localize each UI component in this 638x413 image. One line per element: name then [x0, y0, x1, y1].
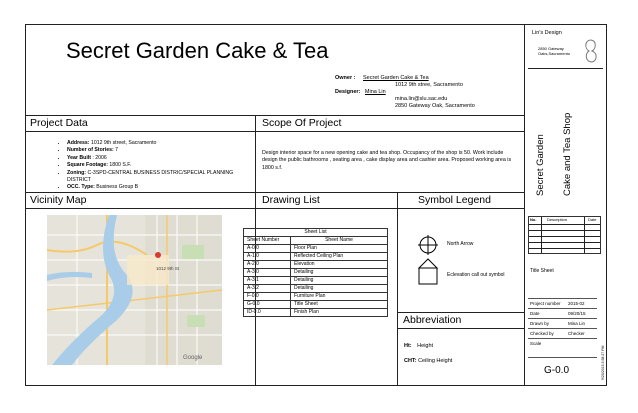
title-block	[524, 24, 607, 386]
abbreviation-heading: Abbreviation	[403, 314, 462, 326]
owner-label: Owner :	[335, 75, 356, 81]
designer-name: Mina Lin	[364, 89, 386, 95]
designer-email: mina.lin@slu.sac.edu	[395, 96, 448, 102]
section-header-divider-2	[25, 208, 524, 209]
drawing-list-heading: Drawing List	[262, 194, 320, 206]
north-arrow-icon	[417, 234, 439, 256]
project-data-item: • OCC. Type: Business Group B	[67, 184, 257, 191]
field-row: Date 09/20/15	[528, 308, 597, 318]
field-row: Project number 2015-02	[528, 298, 597, 308]
print-timestamp: 9/20/2015 3:58:27 PM	[601, 345, 605, 380]
abbreviation-top-line	[397, 312, 524, 313]
field-row: Checked by Checker	[528, 328, 597, 338]
table-row: A-3.2 Detailing	[244, 285, 388, 293]
abbreviation-list	[404, 339, 452, 369]
table-row: ID-0.0 Finish Plan	[244, 309, 388, 317]
location-pin-icon	[155, 252, 161, 258]
firm-logo-icon	[582, 38, 600, 64]
project-data-item: • Square Footage: 1800 S.F.	[67, 162, 257, 169]
elevation-callout-icon	[417, 258, 439, 286]
elevation-callout-label: Eclevation call out symbol	[447, 272, 505, 278]
table-row: A-1.0 Reflected Ceiling Plan	[244, 253, 388, 261]
sheet-title: Title Sheet	[530, 268, 554, 274]
sheet-list-title: Sheet List	[244, 229, 388, 237]
column-divider-2	[397, 192, 398, 386]
revision-table	[528, 216, 601, 254]
designer-address: 2850 Gateway Oak, Sacramento	[395, 103, 475, 109]
revision-no-header: No.	[530, 217, 537, 222]
sheet-number: G-0.0	[544, 365, 570, 376]
table-row: G-0.0 Title Sheet	[244, 301, 388, 309]
abbreviation-item: Ht: Height	[404, 343, 434, 349]
table-row: A-3.0 Detailing	[244, 269, 388, 277]
abbreviation-header-line	[397, 328, 524, 329]
section-divider-2	[25, 192, 524, 193]
firm-divider	[528, 68, 603, 69]
sheet-number-header: Sheet Number	[244, 237, 291, 245]
title-block-fields	[528, 298, 599, 358]
table-row: A-2.0 Elevation	[244, 261, 388, 269]
symbol-legend-heading: Symbol Legend	[418, 194, 491, 206]
project-name-line1: Secret Garden	[535, 134, 546, 196]
sheet-list	[243, 228, 388, 317]
map-graphic	[47, 215, 222, 365]
project-data-item: • Number of Stories: 7	[67, 147, 257, 154]
project-data-item: • Zoning: C-3SPD-CENTRAL BUSINESS DISTRIC/SPECIAL PLANNING DISTRICT	[67, 170, 257, 185]
project-data-heading: Project Data	[30, 117, 88, 129]
north-arrow-label: North Arrow	[447, 241, 474, 247]
sheet-list-table	[243, 228, 388, 317]
scope-text: Design interior space for a new opening cake and tea shop. Occupancy of the shop is 50. Work include design the public bathrooms , seating area , cake display area and cashier area. Proposed working area is 1800 s.f.	[262, 150, 512, 171]
google-logo: Google	[183, 355, 203, 361]
field-row: Drawn by Mina Lin	[528, 318, 597, 328]
abbreviation-item: CHT: Ceiling Height	[404, 358, 453, 364]
sheet-name-header: Sheet Name	[291, 237, 388, 245]
firm-address: 2850 Gateway Oaks,Sacramento	[538, 46, 571, 56]
project-name-line2: Cake and Tea Shop	[562, 112, 573, 196]
scale-row: Scale	[528, 338, 597, 358]
owner-name: Secret Garden Cake & Tea	[363, 75, 429, 81]
owner-address: 1012 9th stree, Sacramento	[395, 82, 463, 88]
project-title: Secret Garden Cake & Tea	[66, 38, 329, 63]
vicinity-heading: Vicinity Map	[30, 194, 87, 206]
revision-date-header: Date	[588, 217, 597, 222]
owner-block	[335, 75, 525, 110]
table-row: A-0.0 Floor Plan	[244, 245, 388, 253]
table-row: A-3.1 Detailing	[244, 277, 388, 285]
vicinity-map[interactable]	[47, 215, 222, 365]
designer-label: Designer:	[335, 89, 361, 95]
scope-heading: Scope Of Project	[262, 117, 342, 129]
project-data-list	[56, 140, 257, 192]
project-data-item: • Year Built : 2006	[67, 155, 257, 162]
table-row: F-0.0 Furniture Plan	[244, 293, 388, 301]
project-data-item: • Address: 1012 9th street, Sacramento	[67, 140, 257, 147]
section-header-divider-1	[25, 131, 524, 132]
revision-description-header: Description	[547, 217, 568, 222]
header-divider	[25, 115, 524, 116]
map-location-label: 1012 9th St	[156, 266, 180, 271]
firm-name: Lin's Design	[532, 30, 562, 36]
